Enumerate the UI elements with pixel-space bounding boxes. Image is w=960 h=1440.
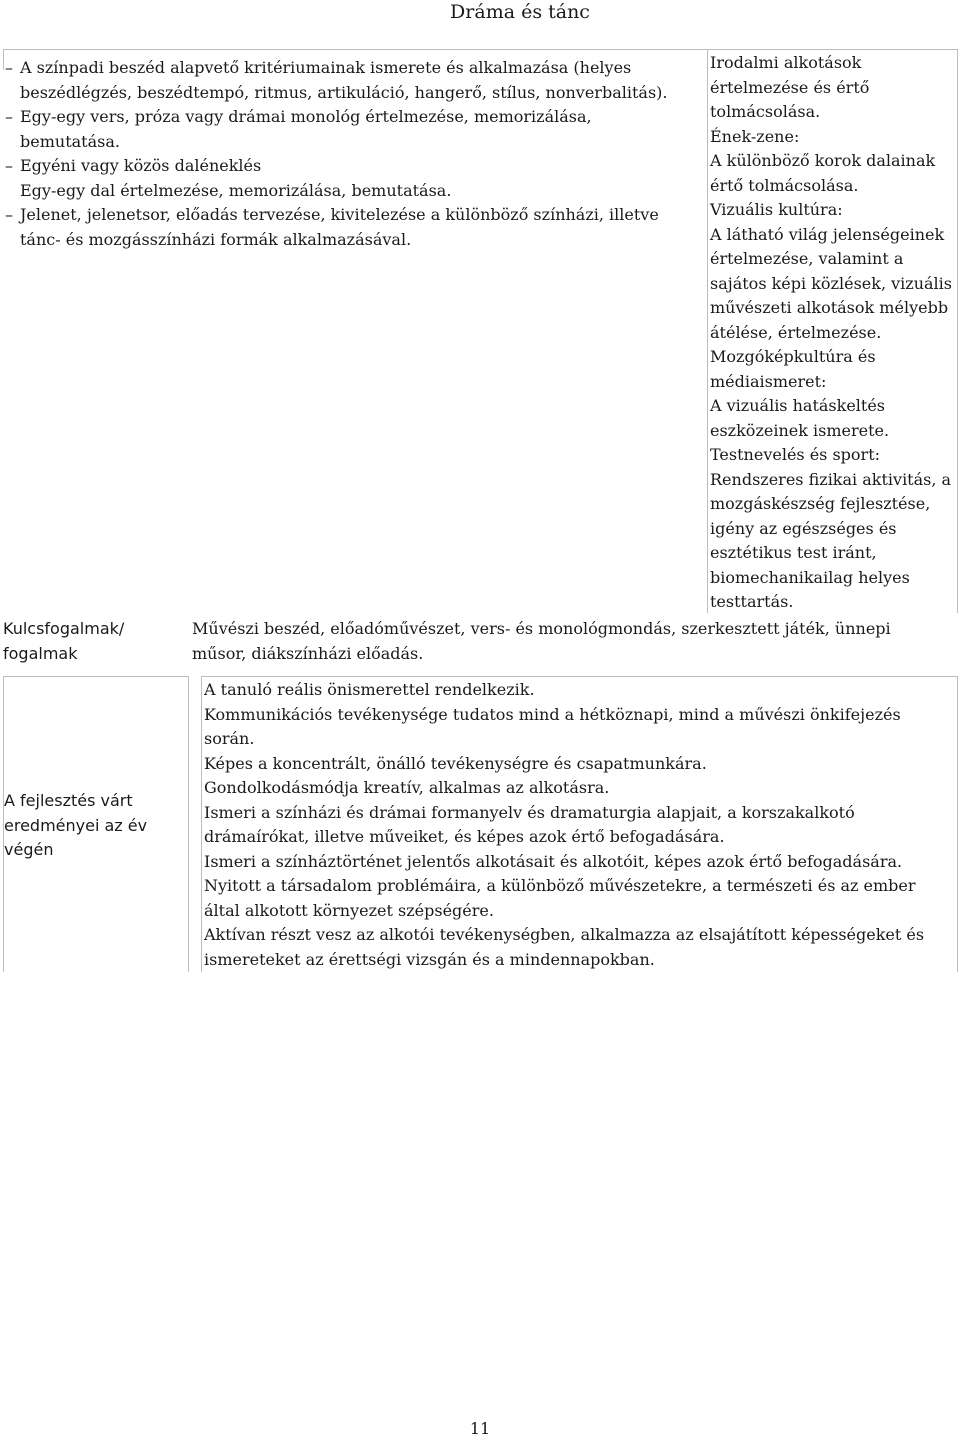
result-item: Ismeri a színháztörténet jelentős alkotásait és alkotóit, képes azok értő befogadására. bbox=[204, 851, 903, 871]
page-header-title: Dráma és tánc bbox=[450, 1, 590, 23]
result-item: Gondolkodásmódja kreatív, alkalmas az alkotásra. bbox=[204, 778, 610, 797]
activity-text: Egy-egy vers, próza vagy drámai monológ értelmezése, memorizálása, bemutatása. bbox=[20, 107, 592, 151]
result-item: Ismeri a színházi és drámai formanyelv és dramaturgia alapjait, a korszakalkotó drámaírókat, illetve műveiket, és képes azok értő befogadására. bbox=[204, 802, 855, 846]
result-item: Aktívan részt vesz az alkotói tevékenységben, alkalmazza az elsajátított képességeket és ismereteket az érettségi vizsgán és a mindennapokban. bbox=[204, 925, 925, 969]
connection-line: értő tolmácsolása. bbox=[710, 175, 859, 195]
connection-line: értelmezése és értő bbox=[710, 77, 870, 97]
table-divider bbox=[201, 676, 202, 972]
connection-line: tolmácsolása. bbox=[710, 102, 821, 121]
connection-line: sajátos képi közlések, vizuális bbox=[710, 273, 952, 293]
connection-line: médiaismeret: bbox=[710, 371, 827, 391]
activity-item bbox=[5, 105, 685, 154]
connection-line: A vizuális hatáskeltés bbox=[710, 396, 886, 415]
result-item: Képes a koncentrált, önálló tevékenységre és csapatmunkára. bbox=[204, 753, 707, 773]
connection-line: mozgáskészség fejlesztése, bbox=[710, 494, 931, 513]
connection-line: művészeti alkotások mélyebb bbox=[710, 298, 949, 317]
page-number: 11 bbox=[469, 1419, 491, 1438]
connection-line: Ének-zene: bbox=[710, 126, 800, 146]
dash-bullet: – bbox=[5, 205, 13, 224]
result-item: Kommunikációs tevékenysége tudatos mind a hétköznapi, mind a művészi önkifejezés során. bbox=[204, 704, 901, 748]
connections-column bbox=[710, 51, 958, 615]
result-item: A tanuló reális önismerettel rendelkezik. bbox=[204, 680, 535, 699]
connection-line: A különböző korok dalainak bbox=[710, 151, 936, 170]
connection-line: értelmezése, valamint a bbox=[710, 249, 904, 268]
table-border-top-right bbox=[201, 676, 958, 677]
activity-item bbox=[5, 56, 685, 105]
connection-line: Irodalmi alkotások bbox=[710, 53, 862, 72]
activities-list bbox=[5, 56, 685, 252]
connection-line: testtartás. bbox=[710, 592, 794, 611]
activity-text: Egyéni vagy közös daléneklés bbox=[20, 156, 262, 175]
results-label: A fejlesztés várt eredményei az év végén bbox=[4, 791, 148, 859]
dash-bullet: – bbox=[5, 156, 13, 175]
table-divider bbox=[188, 676, 189, 972]
activity-item bbox=[5, 203, 685, 252]
results-list bbox=[204, 678, 944, 972]
table-border-top-left bbox=[3, 676, 188, 677]
connection-line: Vizuális kultúra: bbox=[710, 200, 843, 219]
connection-line: eszközeinek ismerete. bbox=[710, 420, 890, 440]
table-divider bbox=[707, 50, 708, 613]
activity-item bbox=[5, 179, 685, 204]
connection-line: esztétikus test iránt, bbox=[710, 543, 877, 562]
connection-line: biomechanikailag helyes bbox=[710, 567, 910, 587]
activity-text: Jelenet, jelenetsor, előadás tervezése, kivitelezése a különböző színházi, illetve tánc- és mozgásszínházi formák alkalmazásával. bbox=[20, 205, 659, 249]
connection-line: igény az egészséges és bbox=[710, 518, 897, 538]
connection-line: Testnevelés és sport: bbox=[710, 445, 881, 464]
connection-line: A látható világ jelenségeinek bbox=[710, 224, 945, 244]
dash-bullet: – bbox=[5, 107, 13, 126]
key-concepts-text: Művészi beszéd, előadóművészet, vers- és monológmondás, szerkesztett játék, ünnepi műsor, diákszínházi előadás. bbox=[192, 619, 891, 663]
table-border-right bbox=[957, 676, 958, 972]
result-item: Nyitott a társadalom problémáira, a különböző művészetekre, a természeti és az ember által alkotott környezet szépségére. bbox=[204, 876, 916, 920]
activity-text: Egy-egy dal értelmezése, memorizálása, bemutatása. bbox=[20, 180, 452, 200]
connection-line: Rendszeres fizikai aktivitás, a bbox=[710, 469, 952, 489]
key-concepts-label: Kulcsfogalmak/ fogalmak bbox=[3, 619, 125, 663]
activity-text: A színpadi beszéd alapvető kritériumainak ismerete és alkalmazása (helyes beszédlégzés, beszédtempó, ritmus, artikuláció, hangerő, stílus, nonverbalitás). bbox=[20, 58, 668, 102]
connection-line: átélése, értelmezése. bbox=[710, 322, 882, 342]
dash-bullet: – bbox=[5, 58, 13, 77]
activity-item bbox=[5, 154, 685, 179]
connection-line: Mozgóképkultúra és bbox=[710, 347, 876, 366]
table-border-left bbox=[3, 50, 4, 70]
